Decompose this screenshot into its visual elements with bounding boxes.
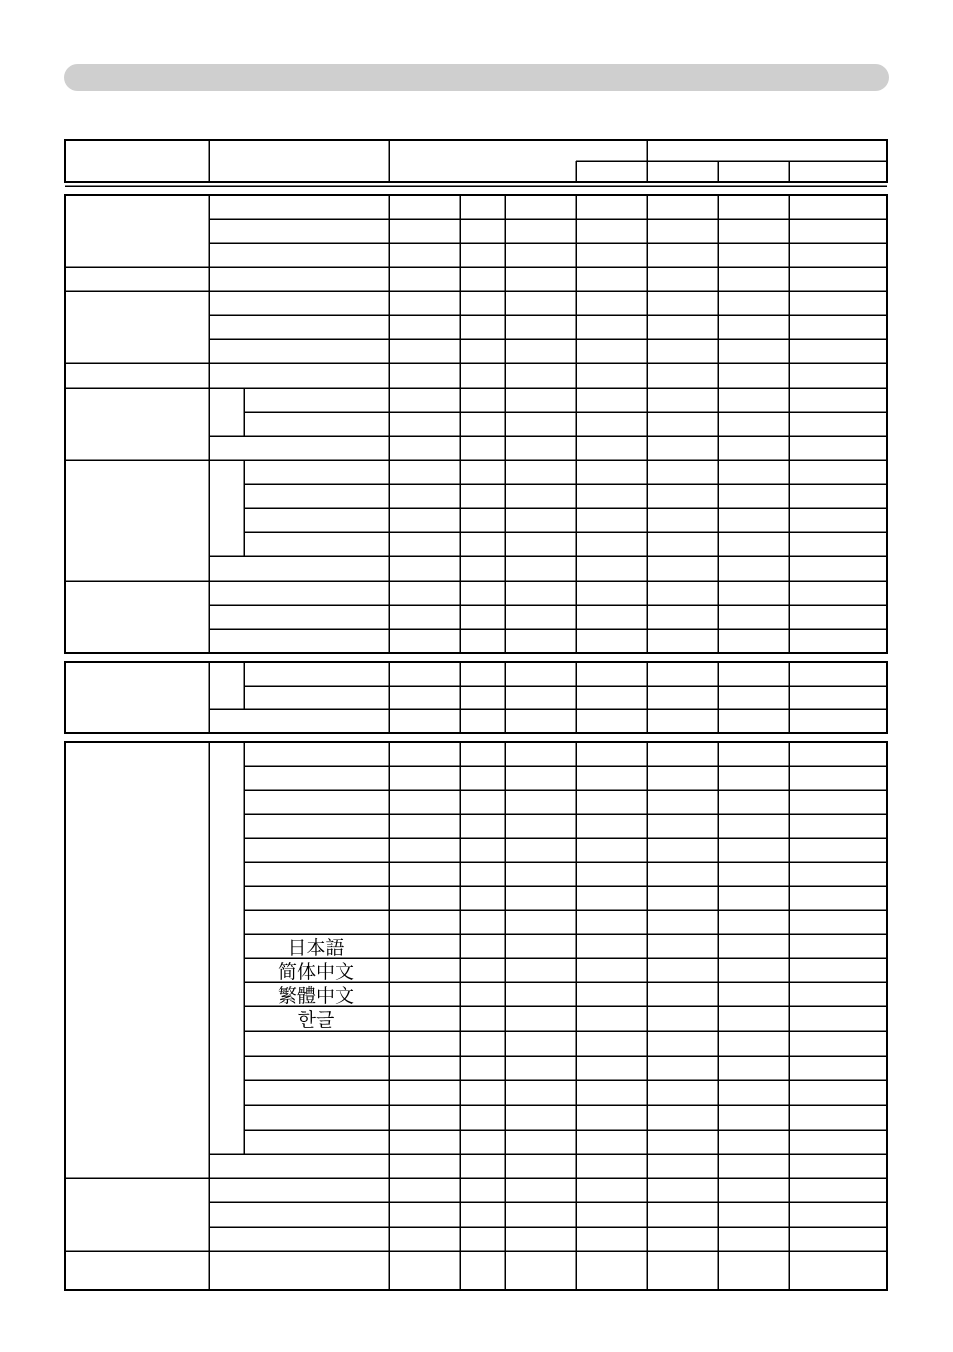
language-label-traditional-chinese: 繁體中文: [277, 985, 355, 1007]
table-block-border: [65, 195, 887, 653]
language-label-korean: 한글: [297, 1009, 335, 1031]
language-label-simplified-chinese: 简体中文: [277, 961, 355, 983]
language-label-japanese: 日本語: [287, 937, 345, 959]
table-block-border: [65, 742, 887, 1290]
table-block-border: [65, 662, 887, 733]
